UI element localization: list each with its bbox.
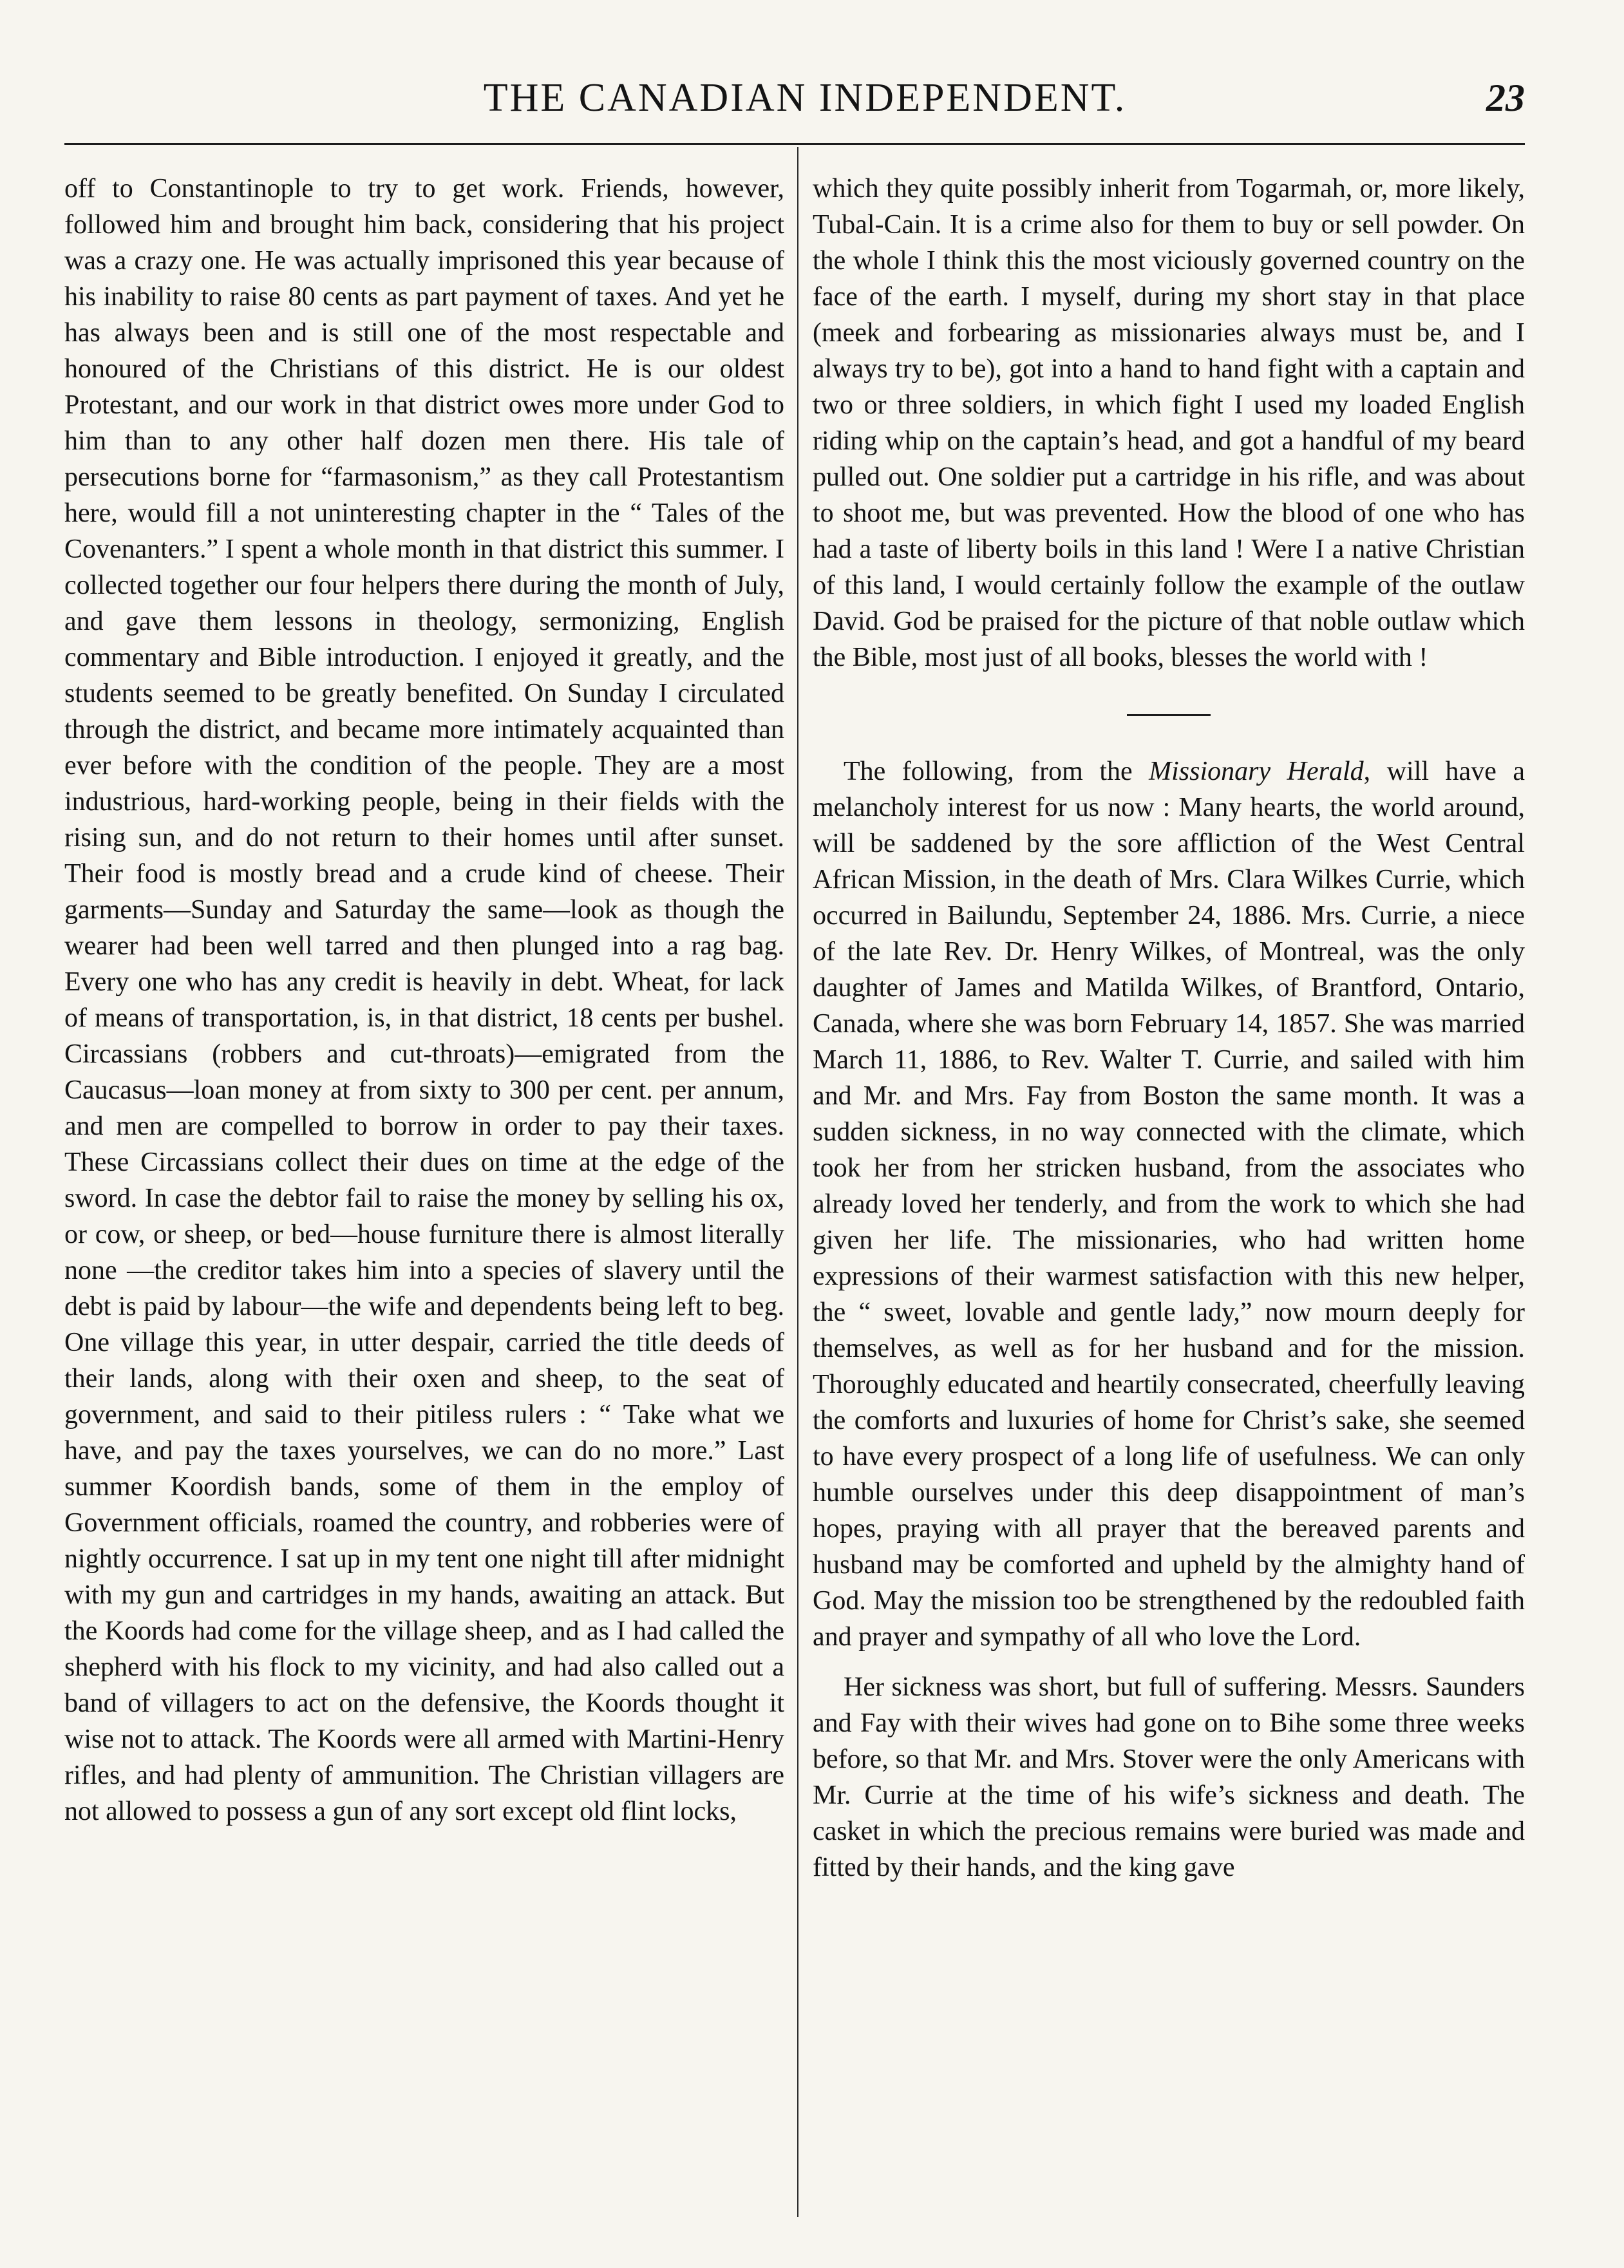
left-column: [64, 171, 784, 2225]
section-divider: [1127, 714, 1211, 716]
right-paragraph-2: [813, 753, 1525, 1655]
paragraph-2-lead: The following, from the: [844, 757, 1149, 786]
right-column: [813, 171, 1525, 2225]
left-paragraph-1: off to Constantinople to try to get work. Friends, however, followed him and brought him back, considering that his project was a crazy one. He was actually imprisoned this year because of his inability to raise 80 cents as part payment of taxes. And yet he has always been and is still one of the most respectable and honoured of the Christians of this district. He is our oldest Protestant, and our work in that district owes more under God to him than to any other half dozen men there. His tale of persecutions borne for “farmasonism,” as they call Protestantism here, would fill a not uninteresting chapter in the “ Tales of the Covenanters.” I spent a whole month in that district this summer. I collected together our four helpers there during the month of July, and gave them lessons in theology, sermonizing, English commentary and Bible introduction. I enjoyed it greatly, and the students seemed to be greatly benefited. On Sunday I circulated through the district, and became more intimately acquainted than ever before with the condition of the people. They are a most industrious, hard-working people, being in their fields with the rising sun, and do not return to their homes until after sunset. Their food is mostly bread and a crude kind of cheese. Their garments—Sunday and Saturday the same—look as though the wearer had been well tarred and then plunged into a rag bag. Every one who has any credit is heavily in debt. Wheat, for lack of means of transportation, is, in that district, 18 cents per bushel. Circassians (robbers and cut-throats)—emigrated from the Caucasus—loan money at from sixty to 300 per cent. per annum, and men are compelled to borrow in order to pay their taxes. These Circassians collect their dues on time at the edge of the sword. In case the debtor fail to raise the money by selling his ox, or cow, or sheep, or bed—house furniture there is almost literally none —the creditor takes him into a species of slavery until the debt is paid by labour—the wife and dependents being left to beg. One village this year, in utter despair, carried the title deeds of their lands, along with their oxen and sheep, to the seat of government, and said to their pitiless rulers : “ Take what we have, and pay the taxes yourselves, we can do no more.” Last summer Koordish bands, some of them in the employ of Government officials, roamed the country, and robberies were of nightly occurrence. I sat up in my tent one night till after midnight with my gun and cartridges in my hands, awaiting an attack. But the Koords had come for the village sheep, and as I had called the shepherd with his flock to my vicinity, and had also called out a band of villagers to act on the defensive, the Koords thought it wise not to attack. The Koords were all armed with Martini-Henry rifles, and had plenty of ammunition. The Christian villagers are not allowed to possess a gun of any sort except old flint locks,: [64, 174, 784, 1826]
right-paragraph-3: Her sickness was short, but full of suffering. Messrs. Saunders and Fay with their wives had gone on to Bihe some three weeks before, so that Mr. and Mrs. Stover were the only Americans with Mr. Currie at the time of his wife’s sickness and death. The casket in which the precious remains were buried was made and fitted by their hands, and the king gave: [813, 1672, 1525, 1882]
header-rule: [64, 143, 1525, 145]
missionary-herald-title: Missionary Herald: [1149, 757, 1364, 786]
column-divider: [797, 147, 798, 2217]
page-number: 23: [1486, 77, 1525, 119]
right-paragraph-1: which they quite possibly inherit from Togarmah, or, more likely, Tubal-Cain. It is a crime also for them to buy or sell powder. On the whole I think this the most viciously governed country on the face of the earth. I myself, during my short stay in that place (meek and forbearing as missionaries always must be, and I always try to be), got into a hand to hand fight with a captain and two or three soldiers, in which fight I used my loaded English riding whip on the captain’s head, and got a handful of my beard pulled out. One soldier put a cartridge in his rifle, and was about to shoot me, but was prevented. How the blood of one who has had a taste of liberty boils in this land ! Were I a native Christian of this land, I would certainly follow the example of the outlaw David. God be praised for the picture of that noble outlaw which the Bible, most just of all books, blesses the world with !: [813, 174, 1525, 672]
running-head: [0, 72, 1624, 124]
paragraph-2-body: , will have a melancholy interest for us now : Many hearts, the world around, will be saddened by the sore affliction of the West Central African Mission, in the death of Mrs. Clara Wilkes Currie, which occurred in Bailundu, September 24, 1886. Mrs. Currie, a niece of the late Rev. Dr. Henry Wilkes, of Montreal, was the only daughter of James and Matilda Wilkes, of Brantford, Ontario, Canada, where she was born February 14, 1857. She was married March 11, 1886, to Rev. Walter T. Currie, and sailed with him and Mr. and Mrs. Fay from Boston the same month. It was a sudden sickness, in no way connected with the climate, which took her from her stricken husband, from the associates who already loved her tenderly, and from the work to which she had given her life. The missionaries, who had written home expressions of their warmest satisfaction with this new helper, the “ sweet, lovable and gentle lady,” now mourn deeply for themselves, as well as for her husband and for the mission. Thoroughly educated and heartily consecrated, cheerfully leaving the comforts and luxuries of home for Christ’s sake, she seemed to have every prospect of a long life of usefulness. We can only humble ourselves under this deep disappointment of man’s hopes, praying with all prayer that the bereaved parents and husband may be comforted and upheld by the almighty hand of God. May the mission too be strengthened by the redoubled faith and prayer and sympathy of all who love the Lord.: [813, 757, 1525, 1652]
publication-title: THE CANADIAN INDEPENDENT.: [483, 76, 1127, 120]
